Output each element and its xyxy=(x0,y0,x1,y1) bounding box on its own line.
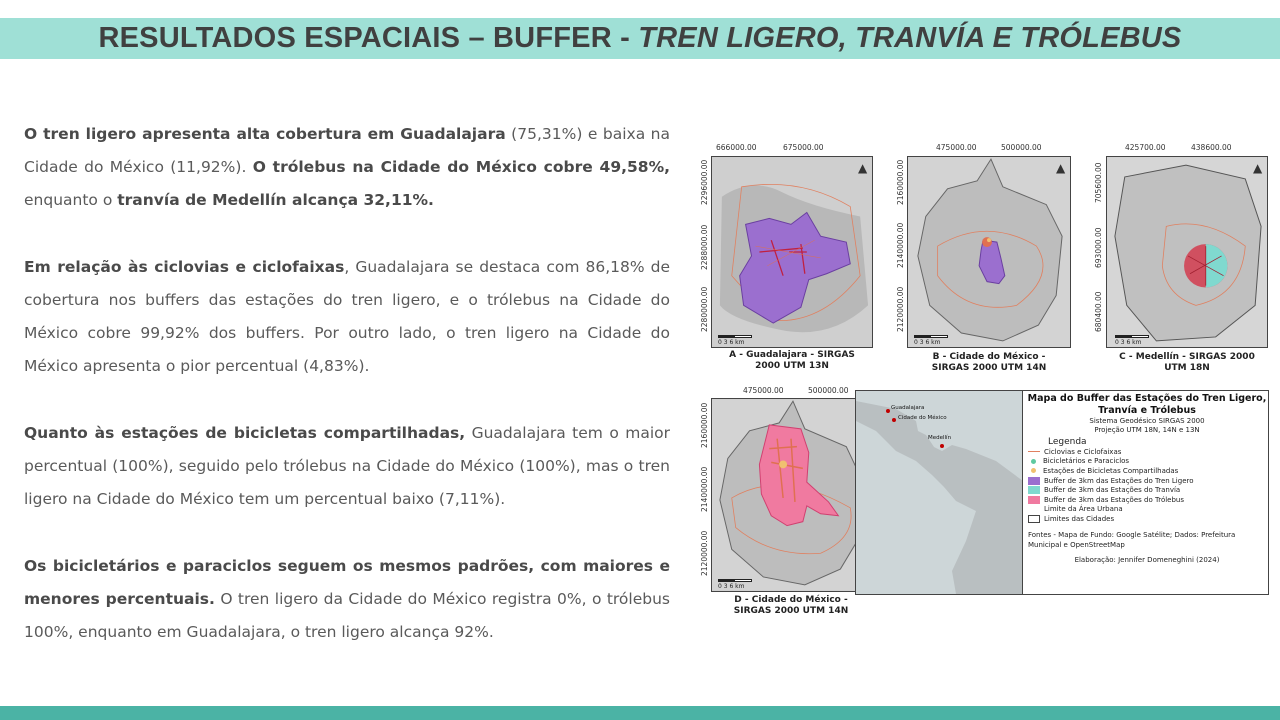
legend-fill-symbol xyxy=(1028,496,1040,504)
legend-outline-symbol xyxy=(1028,515,1040,523)
legend-item xyxy=(1028,505,1268,515)
legend-sources-line1: Fontes - Mapa de Fundo: Google Satélite; Dados: Prefeitura xyxy=(1028,530,1236,539)
paragraph-run: , Guadalajara se destaca com 86,18% de cobertura nos buffers das estações do tren ligero, e o trólebus na Cidade do México cobre 99,92% dos buffers. Por outro lado, o tren ligero na Cidade do México apresenta o pior percentual (4,83%). xyxy=(24,258,670,375)
legend-item xyxy=(1028,447,1268,457)
paragraph-run: (75,31%) e baixa na Cidade do México (11,92%). xyxy=(24,125,671,176)
map-a-xtick-2: 675000.00 xyxy=(783,143,824,152)
map-b-frame xyxy=(907,156,1071,348)
paragraph-run: O tren ligero da Cidade do México registra 0%, o trólebus 100%, enquanto em Guadalajara, o tren ligero alcança 92%. xyxy=(24,590,670,641)
map-a-caption-line1: A - Guadalajara - SIRGAS xyxy=(729,350,855,360)
map-a-xtick-1: 666000.00 xyxy=(716,143,757,152)
inset-label-medellin: Medellín xyxy=(928,435,952,441)
legend-item xyxy=(1028,466,1268,476)
legend-item xyxy=(1028,485,1268,495)
footer-bar xyxy=(0,706,1280,720)
summary-paragraph xyxy=(24,417,670,516)
legend-sources xyxy=(1028,530,1268,550)
map-c-caption-line2: UTM 18N xyxy=(1164,363,1210,373)
map-c-ytick-1: 705600.00 xyxy=(1094,162,1103,203)
map-b-ytick-2: 2140000.00 xyxy=(896,222,905,268)
legend-dot-symbol xyxy=(1031,468,1036,473)
paragraph-bold-run: tranvía de Medellín alcança 32,11%. xyxy=(117,191,434,209)
map-c-caption-line1: C - Medellín - SIRGAS 2000 xyxy=(1119,352,1255,362)
map-a-scale: 0 3 6 km xyxy=(718,339,745,346)
map-d-frame xyxy=(711,398,871,592)
legend-content xyxy=(1026,393,1268,564)
paragraph-run: Guadalajara tem o maior percentual (100%), seguido pelo trólebus na Cidade do México (100%), mas o tren ligero na Cidade do México tem um percentual baixo (7,11%). xyxy=(24,424,670,508)
map-d-ytick-2: 2140000.00 xyxy=(700,466,709,512)
legend-item xyxy=(1028,514,1268,524)
map-legend-panel xyxy=(855,390,1269,595)
map-d-caption xyxy=(711,595,871,617)
legend-items xyxy=(1026,447,1268,524)
map-d-xtick-2: 500000.00 xyxy=(808,386,849,395)
map-b-caption-line2: SIRGAS 2000 UTM 14N xyxy=(931,363,1047,373)
map-a-ytick-1: 2296000.00 xyxy=(700,159,709,205)
map-c-xtick-2: 438600.00 xyxy=(1191,143,1232,152)
title-bar xyxy=(0,18,1280,59)
map-a-caption xyxy=(711,350,873,372)
legend-item-label: Ciclovias e Ciclofaixas xyxy=(1044,447,1122,456)
paragraph-bold-run: Quanto às estações de bicicletas compartilhadas, xyxy=(24,424,466,442)
map-a-north-arrow-icon: ▲ xyxy=(858,161,868,175)
summary-paragraph xyxy=(24,118,670,217)
paragraph-run: enquanto o xyxy=(24,191,118,209)
legend-fill-symbol xyxy=(1028,477,1040,485)
legend-title xyxy=(1026,393,1268,417)
legend-item-label: Buffer de 3km das Estações do Trólebus xyxy=(1044,495,1184,504)
slide-title-main: RESULTADOS ESPACIAIS – BUFFER - xyxy=(98,22,639,54)
legend-heading: Legenda xyxy=(1048,437,1087,447)
map-d-caption-line1: D - Cidade do México - xyxy=(734,595,848,605)
legend-title-line1: Mapa do Buffer das Estações do Tren Ligero, xyxy=(1027,393,1267,404)
inset-marker-guadalajara xyxy=(886,409,890,413)
map-d-xtick-1: 475000.00 xyxy=(743,386,784,395)
slide-title-italic: TREN LIGERO, TRANVÍA E TRÓLEBUS xyxy=(638,22,1182,54)
map-a-image xyxy=(712,157,872,347)
legend-subtitle-line1: Sistema Geodésico SIRGAS 2000 xyxy=(1089,417,1205,425)
location-inset-map xyxy=(856,391,1023,594)
map-c-xtick-1: 425700.00 xyxy=(1125,143,1166,152)
map-d-ytick-3: 2120000.00 xyxy=(700,530,709,576)
legend-sources-line2: Municipal e OpenStreetMap xyxy=(1028,540,1125,549)
paragraph-bold-run: Em relação às ciclovias e ciclofaixas xyxy=(24,258,345,276)
inset-label-guadalajara: Guadalajara xyxy=(891,405,925,411)
summary-paragraph xyxy=(24,251,670,383)
legend-subtitle xyxy=(1026,417,1268,435)
map-a-caption-line2: 2000 UTM 13N xyxy=(755,361,829,371)
legend-item xyxy=(1028,476,1268,486)
map-b-ytick-3: 2120000.00 xyxy=(896,286,905,332)
map-c-frame xyxy=(1106,156,1268,348)
legend-empty-symbol xyxy=(1028,505,1040,513)
paragraph-bold-run: O trólebus na Cidade do México cobre 49,58%, xyxy=(252,158,670,176)
legend-fill-symbol xyxy=(1028,486,1040,494)
legend-line-symbol xyxy=(1028,451,1040,452)
legend-dot-symbol xyxy=(1031,459,1036,464)
map-b-caption xyxy=(907,352,1071,374)
map-c-north-arrow-icon: ▲ xyxy=(1253,161,1263,175)
map-b-xtick-2: 500000.00 xyxy=(1001,143,1042,152)
map-b-xtick-1: 475000.00 xyxy=(936,143,977,152)
text-column xyxy=(24,118,670,683)
inset-label-cdmx: Cidade do México xyxy=(898,415,947,421)
inset-map-image xyxy=(856,391,1023,594)
map-d-ytick-1: 2160000.00 xyxy=(700,402,709,448)
legend-item-label: Bicicletários e Paraciclos xyxy=(1043,457,1130,466)
map-c-ytick-2: 693000.00 xyxy=(1094,227,1103,268)
slide-title xyxy=(99,22,1182,55)
map-a-ytick-2: 2288000.00 xyxy=(700,224,709,270)
legend-item xyxy=(1028,457,1268,467)
legend-item-label: Limites das Cidades xyxy=(1044,514,1115,523)
map-d-scale: 0 3 6 km xyxy=(718,583,745,590)
legend-item-label: Limite da Área Urbana xyxy=(1044,505,1123,514)
legend-item-label: Estações de Bicicletas Compartilhadas xyxy=(1043,466,1179,475)
map-a-ytick-3: 2280000.00 xyxy=(700,286,709,332)
map-c-caption xyxy=(1106,352,1268,374)
legend-credit: Elaboração: Jennifer Domeneghini (2024) xyxy=(1074,555,1220,564)
inset-marker-medellin xyxy=(940,444,944,448)
map-d-image xyxy=(712,399,870,591)
map-b-ytick-1: 2160000.00 xyxy=(896,159,905,205)
map-a-frame xyxy=(711,156,873,348)
map-c-image xyxy=(1107,157,1267,347)
map-b-caption-line1: B - Cidade do México - xyxy=(932,352,1046,362)
legend-title-line2: Tranvía e Trólebus xyxy=(1098,405,1196,416)
map-c-scale: 0 3 6 km xyxy=(1115,339,1142,346)
map-b-north-arrow-icon: ▲ xyxy=(1056,161,1066,175)
summary-paragraph xyxy=(24,550,670,649)
map-d-caption-line2: SIRGAS 2000 UTM 14N xyxy=(733,606,849,616)
paragraph-bold-run: O tren ligero apresenta alta cobertura em Guadalajara xyxy=(24,125,506,143)
map-c-ytick-3: 680400.00 xyxy=(1094,291,1103,332)
legend-item xyxy=(1028,495,1268,505)
paragraph-bold-run: Os bicicletários e paraciclos seguem os mesmos padrões, com maiores e menores percentuais. xyxy=(24,557,670,608)
inset-marker-cdmx xyxy=(892,418,896,422)
legend-item-label: Buffer de 3km das Estações do Tranvía xyxy=(1044,486,1181,495)
map-b-image xyxy=(908,157,1070,347)
legend-subtitle-line2: Projeção UTM 18N, 14N e 13N xyxy=(1094,426,1200,434)
legend-item-label: Buffer de 3km das Estações do Tren Ligero xyxy=(1044,476,1194,485)
map-b-scale: 0 3 6 km xyxy=(914,339,941,346)
